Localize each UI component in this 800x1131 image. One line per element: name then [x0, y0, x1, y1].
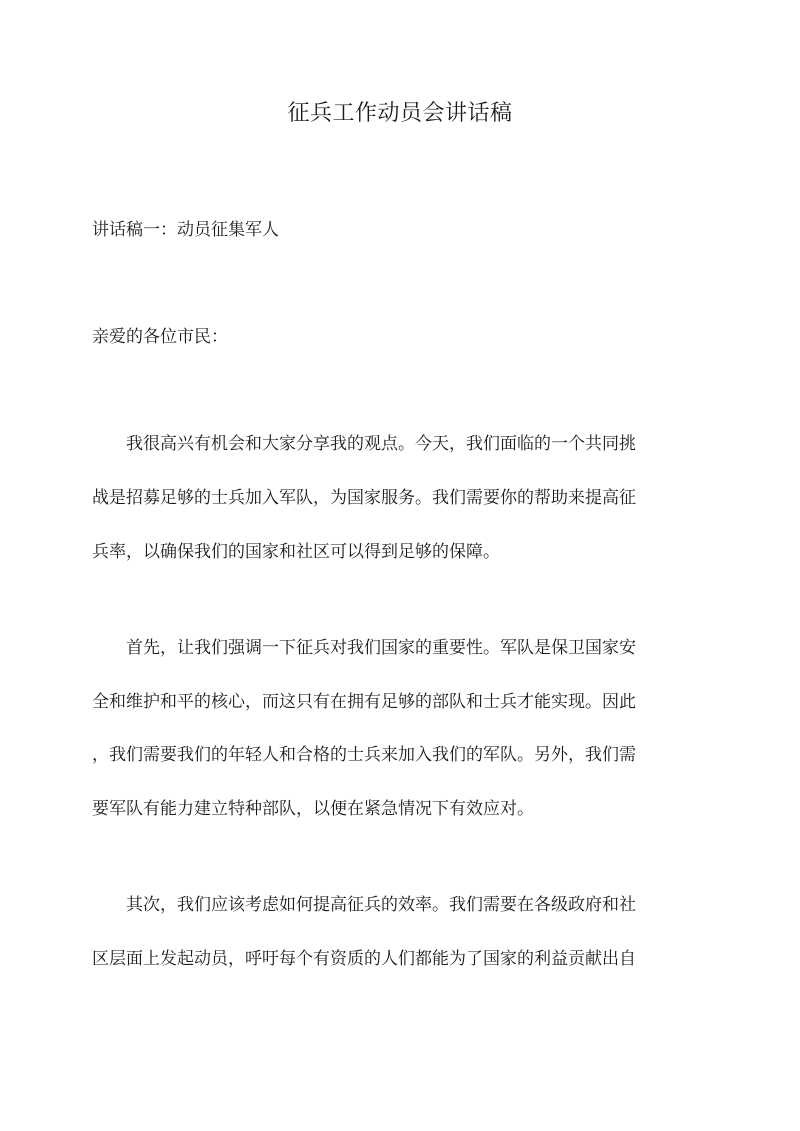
paragraph-line: ，我们需要我们的年轻人和合格的士兵来加入我们的军队。另外，我们需	[92, 745, 636, 765]
paragraph-line: 首先，让我们强调一下征兵对我们国家的重要性。军队是保卫国家安	[92, 638, 636, 658]
document-title: 征兵工作动员会讲话稿	[287, 101, 513, 126]
paragraph-line: 兵率，以确保我们的国家和社区可以得到足够的保障。	[92, 542, 500, 562]
salutation: 亲爱的各位市民：	[92, 327, 228, 347]
paragraph-line: 其次，我们应该考虑如何提高征兵的效率。我们需要在各级政府和社	[92, 895, 636, 915]
paragraph-line: 我很高兴有机会和大家分享我的观点。今天，我们面临的一个共同挑	[92, 434, 636, 454]
paragraph-line: 战是招募足够的士兵加入军队，为国家服务。我们需要你的帮助来提高征	[92, 488, 636, 508]
paragraph-line: 全和维护和平的核心，而这只有在拥有足够的部队和士兵才能实现。因此	[92, 692, 636, 712]
paragraph-line: 区层面上发起动员，呼吁每个有资质的人们都能为了国家的利益贡献出自	[92, 949, 636, 969]
speech-subtitle: 讲话稿一：动员征集军人	[92, 220, 279, 240]
paragraph-line: 要军队有能力建立特种部队，以便在紧急情况下有效应对。	[92, 799, 534, 819]
